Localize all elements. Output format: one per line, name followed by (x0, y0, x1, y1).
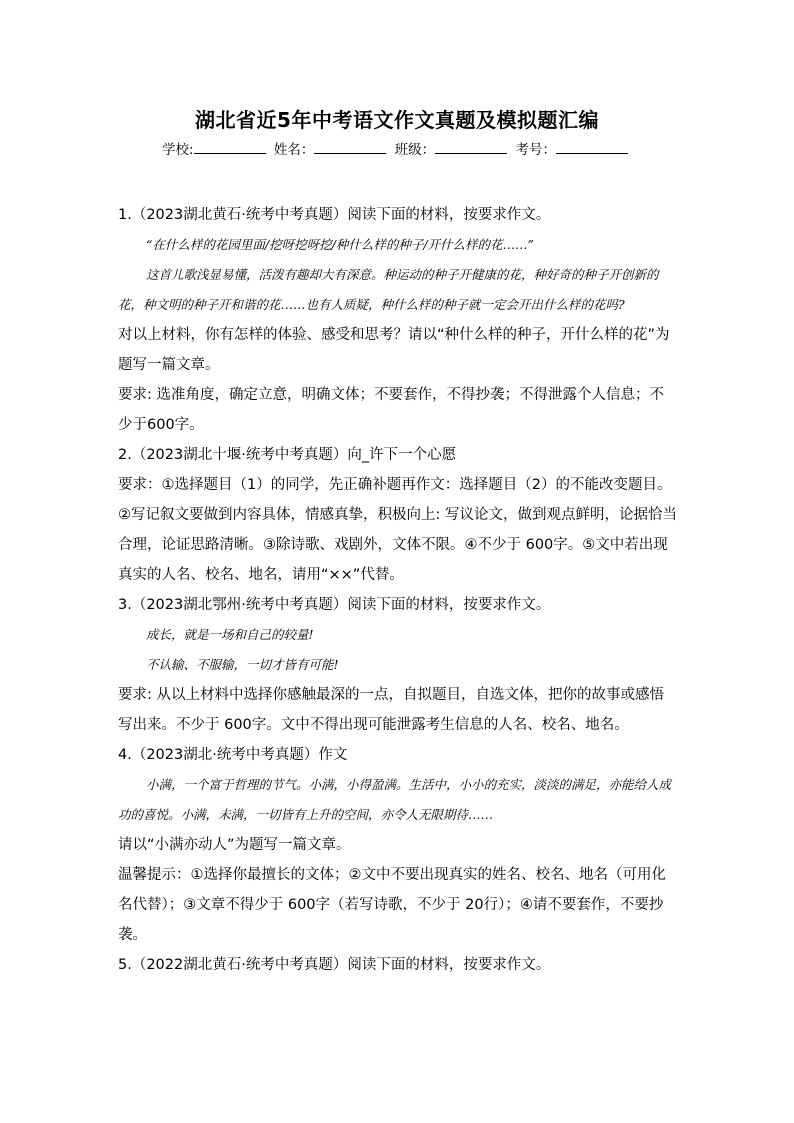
question-5-heading: 5.（2022湖北黄石·统考中考真题）阅读下面的材料，按要求作文。 (118, 957, 551, 973)
question-1-prompt: 对以上材料，你有怎样的体验、感受和思考？请以“种什么样的种子，开什么样的花”为题写一篇文章。 (118, 327, 670, 373)
school-blank[interactable] (194, 139, 266, 154)
question-4-material: 小满，一个富于哲理的节气。小满，小得盈满。生活中，小小的充实，淡淡的满足，亦能给人成功的喜悦。小满，未满，一切皆有上升的空间，亦令人无限期待…… (118, 777, 672, 822)
name-label: 姓名： (273, 142, 315, 158)
question-4-tips: 温馨提示：①选择你最擅长的文体；②文中不要出现真实的姓名、校名、地名（可用化名代替）；③文章不得少于 600字（若写诗歌，不少于 20行）；④请不要套作，不要抄袭。 (118, 867, 666, 943)
student-info-line (0, 138, 794, 158)
question-3-requirements: 要求: 从以上材料中选择你感触最深的一点，自拟题目，自选文体，把你的故事或感悟写出来。不少于 600字。文中不得出现可能泄露考生信息的人名、校名、地名。 (118, 687, 664, 733)
question-3-material-line-2: 不认输、不服输，一切才皆有可能! (146, 657, 339, 672)
question-1-material-text: 这首儿歌浅显易懂，活泼有趣却大有深意。种运动的种子开健康的花，种好奇的种子开创新的花，种文明的种子开和谐的花……也有人质疑，种什么样的种子就一定会开出什么样的花吗? (118, 267, 659, 312)
class-label: 班级： (394, 142, 436, 158)
question-1-material-verse: “在什么样的花园里面/挖呀挖呀挖/种什么样的种子/开什么样的花……” (146, 237, 534, 252)
question-2-heading: 2.（2023湖北十堰·统考中考真题）向_许下一个心愿 (118, 447, 457, 463)
question-2-requirements: 要求：①选择题目（1）的同学，先正确补题再作文：选择题目（2）的不能改变题目。②写记叙文要做到内容具体，情感真挚，积极向上: 写议论文，做到观点鲜明，论据恰当合理，论证思路清晰。③除诗歌、戏剧外，文体不限。④不少于 600字。⑤文中若出现真实的人名、校名、地名，请用“××”代替。 (118, 477, 677, 583)
class-blank[interactable] (435, 139, 507, 154)
name-blank[interactable] (314, 139, 386, 154)
question-1-heading: 1.（2023湖北黄石·统考中考真题）阅读下面的材料，按要求作文。 (118, 207, 551, 223)
exam-number-blank[interactable] (556, 139, 628, 154)
school-label: 学校: (162, 142, 194, 158)
question-4-heading: 4.（2023湖北·统考中考真题）作文 (118, 747, 348, 763)
question-1-requirements: 要求: 选准角度，确定立意，明确文体；不要套作，不得抄袭；不得泄露个人信息；不少于600字。 (118, 387, 664, 433)
question-3-heading: 3.（2023湖北鄂州·统考中考真题）阅读下面的材料，按要求作文。 (118, 597, 551, 613)
question-4-prompt: 请以“小满亦动人”为题写一篇文章。 (118, 837, 351, 853)
question-3-material-line-1: 成长，就是一场和自己的较量! (146, 627, 314, 642)
document-title: 湖北省近5年中考语文作文真题及模拟题汇编 (195, 108, 599, 132)
questions-body (118, 200, 678, 980)
exam-number-label: 考号： (515, 142, 556, 158)
